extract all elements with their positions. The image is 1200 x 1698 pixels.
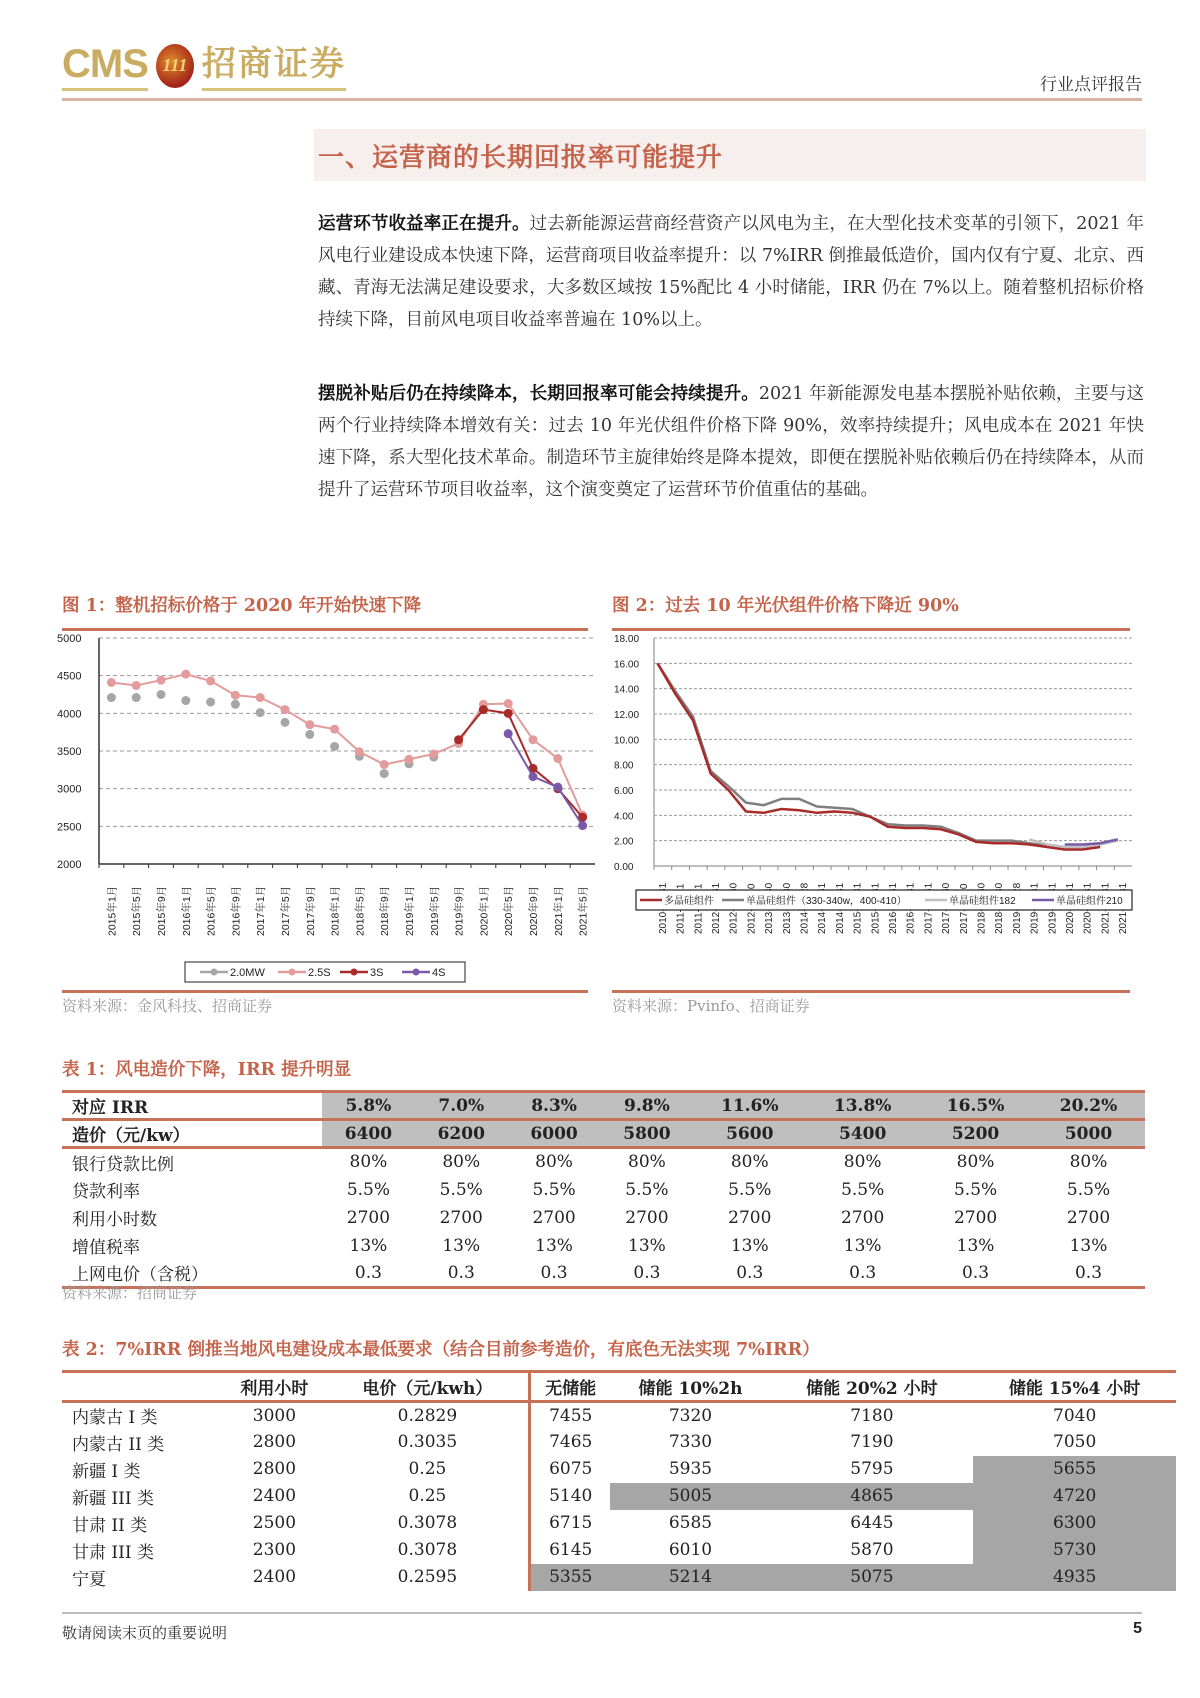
table-cell: 5.5%	[1066, 1179, 1111, 1200]
table-cell: 0.3	[919, 1260, 1032, 1288]
y-tick-label: 2000	[57, 859, 82, 871]
column-header: 储能 10%2h	[610, 1372, 770, 1402]
y-tick-label: 2.00	[614, 836, 634, 848]
data-point	[281, 718, 290, 727]
table-cell: 6715	[529, 1510, 610, 1537]
header-cell: 8.3%	[508, 1092, 601, 1120]
table-cell: 13%	[843, 1235, 882, 1256]
table-cell: 0.2595	[397, 1567, 458, 1587]
logo-emblem-icon: 111	[156, 44, 194, 88]
row-label: 宁夏	[72, 1569, 106, 1590]
table-row	[62, 1564, 1176, 1591]
figure-1-source: 资料来源：金风科技、招商证券	[62, 997, 273, 1015]
column-header: 储能 15%4 小时	[973, 1372, 1176, 1402]
data-point	[305, 720, 314, 729]
column-header: 无储能	[529, 1372, 610, 1402]
row-label: 上网电价（含税）	[62, 1260, 322, 1288]
row-label: 内蒙古 II 类	[72, 1434, 165, 1455]
table-cell: 2700	[1066, 1207, 1111, 1228]
table-cell: 2400	[252, 1567, 297, 1587]
row-label: 对应 IRR	[62, 1092, 322, 1120]
table-cell: 13%	[349, 1235, 388, 1256]
data-point	[380, 760, 389, 769]
y-tick-label: 10.00	[614, 735, 640, 747]
figure-2-source: 资料来源：Pvinfo、招商证券	[612, 997, 810, 1015]
data-point	[107, 693, 116, 702]
figure-1-bottom-rule	[62, 990, 588, 993]
column-header: 储能 20%2 小时	[771, 1372, 974, 1402]
header-cell: 11.6%	[693, 1092, 806, 1120]
data-point	[181, 670, 190, 679]
table-cell: 7190	[850, 1432, 894, 1452]
y-tick-label: 3000	[57, 783, 82, 796]
table-cell: 2700	[841, 1207, 885, 1228]
x-tick-label: 2015年9月	[156, 885, 168, 936]
header-cell: 6000	[508, 1120, 601, 1148]
data-point	[553, 783, 562, 792]
page-header	[62, 40, 1142, 102]
legend-label: 4S	[432, 967, 446, 979]
figure-2-bottom-rule	[612, 990, 1130, 993]
row-label: 新疆 III 类	[72, 1488, 154, 1509]
data-point	[504, 699, 513, 708]
header-cell: 5600	[693, 1120, 806, 1148]
legend-label: 单晶硅组件（330-340w，400-410）	[746, 896, 907, 907]
x-tick-label: 2015年1月	[106, 885, 119, 936]
y-tick-label: 8.00	[614, 760, 634, 772]
section-title: 一、运营商的长期回报率可能提升	[314, 129, 1146, 181]
x-tick-label: 2021年1月	[552, 885, 565, 936]
paragraph-1	[318, 208, 1144, 336]
table-cell: 5.5%	[953, 1179, 998, 1200]
table-cell: 0.3	[322, 1260, 415, 1288]
table-cell: 7320	[668, 1405, 713, 1426]
x-tick-label: 2018年5月	[354, 885, 367, 936]
data-point	[553, 754, 562, 763]
table-cell: 7050	[1053, 1432, 1097, 1452]
header-cell: 13.8%	[806, 1092, 919, 1120]
table-cell: 2800	[252, 1459, 297, 1479]
table-cell: 13%	[730, 1235, 769, 1256]
x-tick-label: 2021年5月	[577, 885, 590, 936]
table-cell: 0.3	[1032, 1260, 1145, 1288]
y-tick-label: 16.00	[614, 659, 640, 671]
table-cell: 0.25	[408, 1486, 447, 1506]
table-cell: 3000	[252, 1405, 297, 1426]
table-cell: 2800	[252, 1432, 297, 1452]
paragraph-1-body: 过去新能源运营商经营资产以风电为主，在大型化技术变革的引领下，2021 年风电行业建设成本快速下降，运营商项目收益率提升：以 7%IRR 倒推最低造价，国内仅有宁夏、北京、西藏、青海无法满足建设要求，大多数区域按 15%配比 4 小时储能，IRR 仍在 7%以上。随着整机招标价格持续下降，目前风电项目收益率普遍在 10%以上。	[318, 214, 1144, 330]
table-cell: 0.3	[806, 1260, 919, 1288]
table-cell: 5005	[610, 1483, 770, 1510]
x-tick-label: 2019年9月	[453, 885, 466, 936]
header-divider	[62, 98, 1142, 101]
table-1-source: 资料来源：招商证券	[62, 1284, 198, 1302]
data-point	[256, 708, 265, 717]
table-cell: 5730	[973, 1537, 1176, 1564]
table-cell: 5.5%	[532, 1179, 576, 1200]
paragraph-2-body: 2021 年新能源发电基本摆脱补贴依赖，主要与这两个行业持续降本增效有关：过去 10 年光伏组件价格下降 90%，效率持续提升；风电成本在 2021 年快速下降，系大型化技术革命。制造环节主旋律始终是降本提效，即便在摆脱补贴依赖后仍在持续降本，从而提升了运营环节项目收益率，这个演变奠定了运营环节价值重估的基础。	[318, 384, 1145, 500]
series-line	[459, 710, 583, 818]
header-cell: 5800	[600, 1120, 693, 1148]
legend-label: 2.0MW	[230, 967, 265, 979]
y-tick-label: 14.00	[614, 684, 640, 696]
legend-label: 2.5S	[308, 967, 331, 979]
x-tick-label: 2015年5月	[131, 885, 144, 936]
y-tick-label: 5000	[57, 633, 82, 645]
legend-label: 3S	[370, 967, 384, 979]
paragraph-2-lead: 摆脱补贴后仍在持续降本，长期回报率可能会持续提升。	[318, 384, 759, 404]
table-cell: 5870	[850, 1540, 894, 1560]
y-tick-label: 3500	[57, 746, 82, 758]
data-point	[578, 821, 587, 830]
table-cell: 0.3078	[397, 1513, 458, 1533]
header-cell: 20.2%	[1032, 1092, 1145, 1120]
table-cell: 2700	[953, 1207, 998, 1228]
row-label: 新疆 I 类	[72, 1461, 141, 1482]
table-cell: 0.3	[600, 1260, 693, 1288]
table-cell: 5.5%	[728, 1179, 772, 1200]
data-point	[479, 705, 488, 714]
y-tick-label: 12.00	[614, 710, 640, 721]
table-cell: 2700	[532, 1207, 576, 1228]
table-cell: 6300	[973, 1510, 1176, 1537]
data-point	[529, 735, 538, 744]
table-cell: 13%	[956, 1235, 995, 1256]
table-cell: 0.3	[415, 1260, 508, 1288]
data-point	[504, 729, 513, 738]
table-cell: 5140	[529, 1483, 610, 1510]
data-point	[132, 693, 141, 702]
table-cell: 5.5%	[439, 1179, 483, 1200]
chart-1-svg	[55, 630, 595, 990]
header-cell: 5200	[919, 1120, 1032, 1148]
chart-1-legend	[185, 962, 465, 982]
chart-2-svg	[610, 630, 1135, 990]
table-cell: 80%	[535, 1152, 573, 1173]
x-tick-label: 2016年5月	[205, 885, 218, 936]
table-2-header-row	[62, 1372, 1176, 1402]
data-point	[529, 772, 538, 781]
header-cell: 5.8%	[322, 1092, 415, 1120]
table-row	[62, 1232, 1145, 1260]
table-cell: 6075	[529, 1456, 610, 1483]
table-row	[62, 1510, 1176, 1537]
data-point	[330, 725, 339, 734]
series-line	[1065, 839, 1118, 844]
table-cell: 80%	[349, 1152, 388, 1173]
table-2-title: 表 2：7%IRR 倒推当地风电建设成本最低要求（结合目前参考造价，有底色无法实现 7%IRR）	[62, 1340, 820, 1360]
data-point	[157, 676, 166, 685]
table-cell: 0.25	[408, 1459, 447, 1479]
table-row	[62, 1176, 1145, 1204]
data-point	[157, 690, 166, 699]
table-cell: 6010	[668, 1540, 713, 1560]
table-cell: 0.3078	[397, 1540, 458, 1560]
row-label: 利用小时数	[72, 1210, 157, 1230]
table-cell: 2700	[625, 1207, 669, 1228]
table-row	[62, 1537, 1176, 1564]
x-tick-label: 2016年1月	[180, 885, 193, 936]
table-cell: 5795	[850, 1459, 894, 1479]
figure-2-chart	[610, 630, 1135, 990]
data-point	[107, 678, 116, 687]
data-point	[132, 681, 141, 690]
table-row	[62, 1260, 1145, 1288]
data-point	[231, 700, 240, 709]
table-row	[62, 1402, 1176, 1429]
data-point	[206, 698, 215, 707]
x-tick-label: 2018年1月	[329, 885, 342, 936]
x-tick-label: 2019年5月	[428, 885, 441, 936]
table-cell: 13%	[628, 1235, 666, 1256]
x-tick-label: 2017年5月	[280, 885, 292, 936]
table-cell: 7040	[1053, 1405, 1097, 1426]
data-point	[504, 709, 513, 718]
header-cell: 5000	[1032, 1120, 1145, 1148]
chart-2-legend	[636, 890, 1132, 910]
header-cell: 5400	[806, 1120, 919, 1148]
table-cell: 2300	[252, 1540, 297, 1560]
header-cell: 7.0%	[415, 1092, 508, 1120]
data-point	[305, 730, 314, 739]
column-header: 利用小时	[222, 1372, 327, 1402]
table-2	[62, 1370, 1176, 1591]
page-number: 5	[1133, 1620, 1142, 1637]
row-label: 甘肃 III 类	[72, 1542, 154, 1563]
footer-disclaimer-note: 敬请阅读末页的重要说明	[62, 1624, 228, 1642]
table-cell: 6445	[850, 1513, 894, 1533]
footer-divider	[62, 1612, 1142, 1614]
table-cell: 4720	[973, 1483, 1176, 1510]
header-cell: 16.5%	[919, 1092, 1032, 1120]
table-cell: 80%	[442, 1152, 481, 1173]
table-cell: 0.3035	[397, 1432, 458, 1452]
legend-label: 多晶硅组件	[664, 896, 714, 907]
table-cell: 80%	[730, 1152, 769, 1173]
table-cell: 5.5%	[625, 1179, 669, 1200]
cms-logo	[62, 40, 346, 91]
y-tick-label: 6.00	[614, 786, 634, 797]
table-cell: 7455	[529, 1402, 610, 1429]
legend-label: 单晶硅组件182	[949, 896, 1016, 907]
row-label: 内蒙古 I 类	[72, 1408, 158, 1429]
row-label: 增值税率	[72, 1238, 140, 1258]
table-1-title: 表 1：风电造价下降，IRR 提升明显	[62, 1060, 352, 1080]
data-point	[181, 696, 190, 705]
table-cell: 5214	[610, 1564, 770, 1591]
x-tick-label: 2019年1月	[404, 885, 416, 936]
table-cell: 2700	[439, 1207, 483, 1228]
header-cell: 9.8%	[600, 1092, 693, 1120]
x-tick-label: 2020年1月	[478, 885, 491, 936]
logo-cms-text: CMS	[62, 40, 148, 91]
table-cell: 80%	[628, 1152, 666, 1173]
series-line	[658, 663, 1101, 849]
data-point	[429, 750, 438, 759]
y-tick-label: 4000	[57, 708, 82, 721]
table-cell: 13%	[535, 1235, 573, 1256]
data-point	[206, 676, 215, 685]
figure-1-title: 图 1：整机招标价格于 2020 年开始快速下降	[62, 596, 422, 616]
logo-cn-text: 招商证券	[202, 40, 346, 91]
table-cell: 6145	[529, 1537, 610, 1564]
table-row	[62, 1429, 1176, 1456]
table-cell: 0.3	[508, 1260, 601, 1288]
table-cell: 7465	[529, 1429, 610, 1456]
table-cell: 13%	[442, 1235, 481, 1256]
y-tick-label: 18.00	[614, 634, 640, 645]
y-tick-label: 2500	[57, 821, 82, 834]
row-label: 银行贷款比例	[72, 1154, 174, 1175]
table-cell: 80%	[843, 1152, 882, 1173]
table-cell: 5655	[973, 1456, 1176, 1483]
table-cell: 5075	[771, 1564, 974, 1591]
data-point	[231, 691, 240, 700]
table-cell: 5.5%	[841, 1179, 885, 1200]
table-1-header-row	[62, 1120, 1145, 1148]
x-tick-label: 2016年9月	[230, 885, 243, 936]
table-cell: 4935	[973, 1564, 1176, 1591]
x-tick-label: 2018年9月	[379, 885, 392, 936]
table-cell: 2700	[346, 1207, 391, 1228]
table-cell: 0.2829	[397, 1405, 458, 1426]
table-cell: 7180	[850, 1405, 894, 1426]
data-point	[281, 705, 290, 714]
row-label: 贷款利率	[72, 1182, 140, 1202]
data-point	[355, 747, 364, 756]
table-row	[62, 1483, 1176, 1510]
y-tick-label: 4.00	[614, 811, 634, 823]
row-label: 甘肃 II 类	[72, 1515, 148, 1536]
data-point	[380, 769, 389, 778]
table-cell: 80%	[1069, 1152, 1108, 1173]
data-point	[256, 693, 265, 702]
data-point	[454, 735, 463, 744]
paragraph-1-lead: 运营环节收益率正在提升。	[318, 214, 530, 234]
table-cell: 2400	[252, 1486, 297, 1506]
figure-1-chart	[55, 630, 595, 990]
legend-label: 单晶硅组件210	[1056, 896, 1123, 907]
x-tick-label: 2020年9月	[528, 885, 540, 936]
table-cell: 7330	[668, 1432, 713, 1452]
table-row	[62, 1204, 1145, 1232]
table-cell: 5935	[668, 1459, 713, 1479]
paragraph-2	[318, 378, 1144, 506]
column-header: 电价（元/kwh）	[327, 1372, 530, 1402]
x-tick-label: 2017年9月	[304, 885, 317, 936]
table-row	[62, 1456, 1176, 1483]
table-cell: 4865	[771, 1483, 974, 1510]
y-tick-label: 4500	[57, 670, 82, 683]
table-cell: 5.5%	[346, 1179, 391, 1200]
table-row	[62, 1148, 1145, 1176]
data-point	[405, 755, 414, 764]
table-cell: 13%	[1069, 1235, 1108, 1256]
x-tick-label: 2020年5月	[503, 885, 516, 936]
table-cell: 5355	[529, 1564, 610, 1591]
table-1	[62, 1090, 1145, 1289]
table-1-header-row	[62, 1092, 1145, 1120]
table-cell: 2500	[252, 1513, 297, 1533]
y-tick-label: 0.00	[614, 862, 634, 873]
table-cell: 80%	[956, 1152, 995, 1173]
row-label: 造价（元/kw）	[62, 1120, 322, 1148]
table-cell: 2700	[728, 1207, 772, 1228]
header-cell: 6200	[415, 1120, 508, 1148]
data-point	[330, 742, 339, 751]
table-cell: 0.3	[693, 1260, 806, 1288]
x-tick-label: 2017年1月	[255, 885, 268, 936]
series-line	[111, 674, 582, 815]
table-cell: 6585	[668, 1513, 713, 1533]
column-header	[62, 1372, 222, 1402]
header-cell: 6400	[322, 1120, 415, 1148]
document-type: 行业点评报告	[1040, 75, 1142, 95]
figure-2-title: 图 2：过去 10 年光伏组件价格下降近 90%	[612, 596, 959, 616]
